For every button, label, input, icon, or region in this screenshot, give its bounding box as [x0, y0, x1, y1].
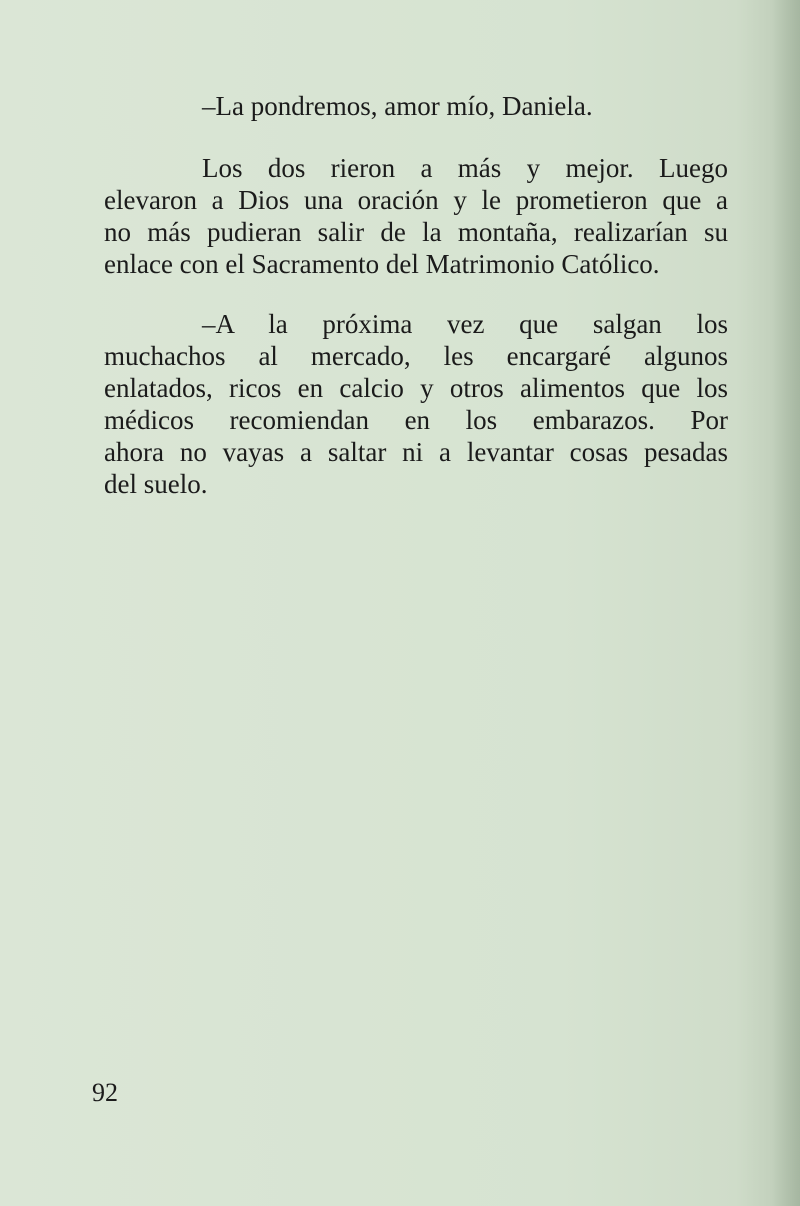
paragraph-line: ahora no vayas a saltar ni a levantar cosas pesadas	[104, 437, 728, 467]
paragraph-line: –La pondremos, amor mío, Daniela.	[202, 91, 593, 121]
paragraph-line: elevaron a Dios una oración y le prometieron que a	[104, 185, 728, 215]
paragraph-3	[104, 308, 728, 500]
paragraph-line: muchachos al mercado, les encargaré algunos	[104, 341, 728, 371]
page-number: 92	[92, 1078, 118, 1107]
paragraph-2	[104, 152, 728, 280]
paragraph-1	[202, 90, 593, 122]
page-edge-shadow	[772, 0, 800, 1206]
paragraph-line: –A la próxima vez que salgan los	[202, 309, 728, 339]
paragraph-line: enlace con el Sacramento del Matrimonio Católico.	[104, 249, 660, 279]
paragraph-line: Los dos rieron a más y mejor. Luego	[202, 153, 728, 183]
paragraph-line: del suelo.	[104, 469, 208, 499]
paragraph-line: enlatados, ricos en calcio y otros alimentos que los	[104, 373, 728, 403]
paragraph-line: no más pudieran salir de la montaña, realizarían su	[104, 217, 728, 247]
paragraph-line: médicos recomiendan en los embarazos. Por	[104, 405, 728, 435]
